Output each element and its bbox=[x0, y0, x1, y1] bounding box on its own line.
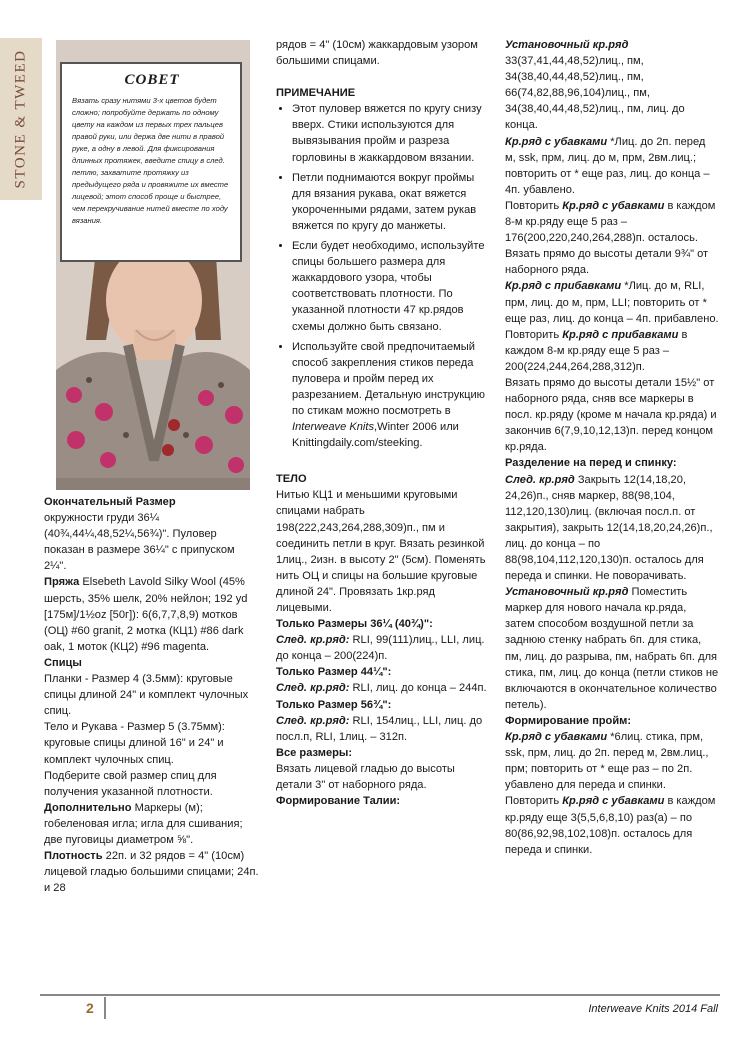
size-1-label: След. кр.ряд: bbox=[276, 634, 350, 647]
decrease-row bbox=[505, 134, 719, 198]
yarn-paragraph bbox=[44, 574, 260, 654]
gauge-continued: рядов = 4" (10см) жаккардовым узором большими спицами. bbox=[276, 39, 478, 68]
repeat-2-post: в каждом 8-м кр.ряду еще 5 раз – 200(224,244,264,288,312)п. bbox=[505, 328, 688, 373]
repeat-3-post: в каждом кр.ряду еще 3(5,5,6,8,10) раз(а) – по 80(86,92,98,102,108)п. осталось для переда и спинки. bbox=[505, 795, 716, 856]
size-1-row bbox=[276, 632, 490, 664]
page-number-divider bbox=[104, 997, 106, 1019]
note-item: • Если будет необходимо, используйте спицы большего размера для жаккардового узора, чтобы соответствовать плотности. По указанной плотности 47 кр.рядов схемы должно быть связано. bbox=[292, 238, 490, 335]
yarn-text: Elsebeth Lavold Silky Wool (45% шерсть, 35% шелк, 20% нейлон; 192 yd [175м]/1½oz [50г]): 6(6,7,7,8,9) мотков (ОЦ) #60 granit, 2 мотка (КЦ1) #86 dark oak, 1 моток (КЦ2) #96 magenta. bbox=[44, 576, 248, 653]
size-3-heading: Только Размер 56¾": bbox=[276, 698, 392, 711]
increase-text: *Лиц. до м, RLI, прм, лиц. до м, прм, LLI; повторить от * еще раз, лиц. до конца – 4п. прибавлено. bbox=[505, 280, 719, 325]
extra-heading: Дополнительно bbox=[44, 801, 132, 814]
size-2-label: След. кр.ряд: bbox=[276, 682, 350, 695]
setup-heading: Установочный кр.ряд bbox=[505, 39, 629, 51]
size-2-heading: Только Размер 44¼": bbox=[276, 666, 392, 679]
yarn-heading: Пряжа bbox=[44, 576, 80, 589]
all-sizes-text: Вязать лицевой гладью до высоты детали 3" от наборного ряда. bbox=[276, 762, 455, 792]
size-1-heading: Только Размеры 36¼ (40¾)": bbox=[276, 618, 433, 631]
decrease-label: Кр.ряд с убавками bbox=[505, 135, 608, 148]
extra-text: Маркеры (м); гобеленовая игла; игла для сшивания; две пуговицы диаметром ⅝". bbox=[44, 801, 243, 846]
final-size-text: окружности груди 36¼ (40¾,44¼,48,52¼,56¾)". Пуловер показан в размере 36¼" с припуском 2¼". bbox=[44, 512, 235, 573]
size-2-row bbox=[276, 680, 490, 696]
repeat-1-post: в каждом 8-м кр.ряду еще 5 раз – 176(200,220,240,264,288)п. осталось. bbox=[505, 199, 716, 245]
split-heading: Разделение на перед и спинку: bbox=[505, 457, 677, 470]
repeat-2 bbox=[505, 327, 719, 375]
extra-paragraph bbox=[44, 800, 260, 848]
body-text: Нитью КЦ1 и меньшими круговыми спицами набрать 198(222,243,264,288,309)п., пм и соединить петли в круг. Вязать резинкой 1лиц., 2изн. в высоту 2" (5см). Поменять нить ОЦ и спицы на большие круговые длиной 24". Провязать 1кр.ряд лицевыми. bbox=[276, 489, 486, 614]
section-tab-label: STONE & TWEED bbox=[12, 49, 29, 189]
repeat-3 bbox=[505, 793, 719, 857]
column-1 bbox=[44, 494, 260, 896]
split-row bbox=[505, 472, 719, 585]
repeat-2-pre: Повторить bbox=[505, 328, 563, 341]
needles-text-2: Тело и Рукава - Размер 5 (3.75мм): круговые спицы длиной 16" и 24" и комплект чулочных спиц. bbox=[44, 721, 225, 766]
final-size-heading: Окончательный Размер bbox=[44, 496, 176, 508]
magazine-credit: Interweave Knits 2014 Fall bbox=[588, 1003, 718, 1015]
notes-list bbox=[276, 101, 490, 451]
all-sizes-heading: Все размеры: bbox=[276, 746, 353, 759]
armhole-heading: Формирование пройм: bbox=[505, 714, 632, 727]
decrease-2-text: *6лиц. стика, прм, ssk, прм, лиц. до 2п. перед м, 2вм.лиц., прм; повторить от * еще раз – по 2п. убавлено для переда и спинки. bbox=[505, 731, 709, 792]
setup-text: 33(37,41,44,48,52)лиц., пм, 34(38,40,44,48,52)лиц., пм, 66(74,82,88,96,104)лиц., пм, 34(38,40,44,48,52)лиц., пм, лиц. до конца. bbox=[505, 55, 685, 132]
page-number: 2 bbox=[86, 1000, 94, 1016]
body-heading: ТЕЛО bbox=[276, 473, 307, 486]
repeat-3-pre: Повторить bbox=[505, 795, 563, 808]
decrease-2-row bbox=[505, 729, 719, 793]
note-item bbox=[292, 339, 490, 452]
repeat-1-pre: Повторить bbox=[505, 199, 563, 212]
note-item: • Этот пуловер вяжется по кругу снизу вверх. Стики используются для вывязывания пройм и разреза горловины в жаккардовом вязании. bbox=[292, 101, 490, 165]
setup-2-label: Установочный кр.ряд bbox=[505, 586, 629, 599]
note-4-text: Используйте свой предпочитаемый способ закрепления стиков переда пуловера и пройм перед их разрезанием. Детальную инструкцию по стикам можно посмотреть в bbox=[292, 340, 485, 417]
decrease-text: *Лиц. до 2п. перед м, ssk, прм, лиц. до м, прм, 2вм.лиц.; повторить от * еще раз, лиц. до конца – 4п. убавлено. bbox=[505, 135, 710, 196]
tip-box bbox=[60, 62, 242, 262]
gauge-text: 22п. и 32 рядов = 4" (10см) лицевой гладью большими спицами; 24п. и 28 bbox=[44, 850, 259, 895]
straight-2: Вязать прямо до высоты детали 15½" от наборного ряда, сняв все маркеры в посл. кр.ряду (кроме м начала кр.ряда) и закончив 6(7,9,10,12,13)п. перед концом кр.ряда. bbox=[505, 376, 717, 454]
needles-text-3: Подберите свой размер спиц для получения указанной плотности. bbox=[44, 769, 217, 798]
note-4-source: ,Winter 2006 или Knittingdaily.com/steeking. bbox=[292, 421, 459, 450]
note-item: • Петли поднимаются вокруг проймы для вязания рукава, окат вяжется укороченными рядами, затем рукав вяжется по кругу до манжеты. bbox=[292, 170, 490, 234]
column-3 bbox=[505, 37, 719, 858]
notes-heading: ПРИМЕЧАНИЕ bbox=[276, 87, 356, 100]
gauge-paragraph bbox=[44, 848, 260, 896]
needles-heading: Спицы bbox=[44, 656, 82, 669]
decrease-2-label: Кр.ряд с убавками bbox=[505, 731, 608, 744]
straight-1: Вязать прямо до высоты детали 9¾" от наборного ряда. bbox=[505, 248, 709, 277]
footer-divider bbox=[40, 994, 720, 996]
needles-text-1: Планки - Размер 4 (3.5мм): круговые спицы длиной 24" и комплект чулочных спиц. bbox=[44, 673, 249, 718]
waist-heading: Формирование Талии: bbox=[276, 795, 401, 808]
repeat-2-label: Кр.ряд с прибавками bbox=[562, 328, 679, 341]
split-label: След. кр.ряд bbox=[505, 473, 575, 486]
gauge-heading: Плотность bbox=[44, 850, 103, 863]
increase-label: Кр.ряд с прибавками bbox=[505, 280, 622, 293]
size-3-label: След. кр.ряд: bbox=[276, 714, 350, 727]
split-text: Закрыть 12(14,18,20, 24,26)п., сняв маркер, 88(98,104, 112,120,130)лиц. (включая посл.п. от закрытия), закрыть 12(14,18,20,24,26)п., лиц. до конца – по 88(98,104,112,120,130)п. осталось для переда и спинки. Не поворачивать. bbox=[505, 473, 713, 583]
note-4-magazine: Interweave Knits bbox=[292, 421, 375, 434]
increase-row bbox=[505, 278, 719, 326]
size-3-text: RLI, 154лиц., LLI, лиц. до посл.п, RLI, 1лиц. – 312п. bbox=[276, 714, 483, 743]
size-3-row bbox=[276, 713, 490, 745]
column-2 bbox=[276, 37, 490, 809]
setup-2-text: Поместить маркер для нового начала кр.ряда, затем способом воздушной петли за заднюю стенку набрать 6п. для стика, пм, лиц. до разрыва, пм, набрать 6п. для стика, пм, лиц. до конца (петли стиков не включаются в окончательное количество петель). bbox=[505, 586, 719, 711]
repeat-1 bbox=[505, 198, 719, 246]
section-tab bbox=[0, 38, 42, 200]
setup-2-row bbox=[505, 584, 719, 713]
tip-text: Вязать сразу нитями 3-х цветов будет сложно; попробуйте держать по одному цвету на каждом из первых трех пальцев правой руки, или держа две нити в правой руке, а одну в левой. Для фиксирования длинных протяжек, введите спицу в след. петлю, захватите протяжку из предыдущего ряда и провяжите их вместе лицевой; этот способ проще и быстрее, чем перекручивание нитей вместе по ходу вязания. bbox=[72, 96, 229, 225]
size-2-text: RLI, лиц. до конца – 244п. bbox=[349, 682, 487, 695]
repeat-3-label: Кр.ряд с убавками bbox=[562, 795, 665, 808]
size-1-text: RLI, 99(111)лиц., LLI, лиц. до конца – 200(224)п. bbox=[276, 634, 485, 663]
repeat-1-label: Кр.ряд с убавками bbox=[562, 199, 665, 212]
tip-title: СОВЕТ bbox=[124, 72, 180, 88]
